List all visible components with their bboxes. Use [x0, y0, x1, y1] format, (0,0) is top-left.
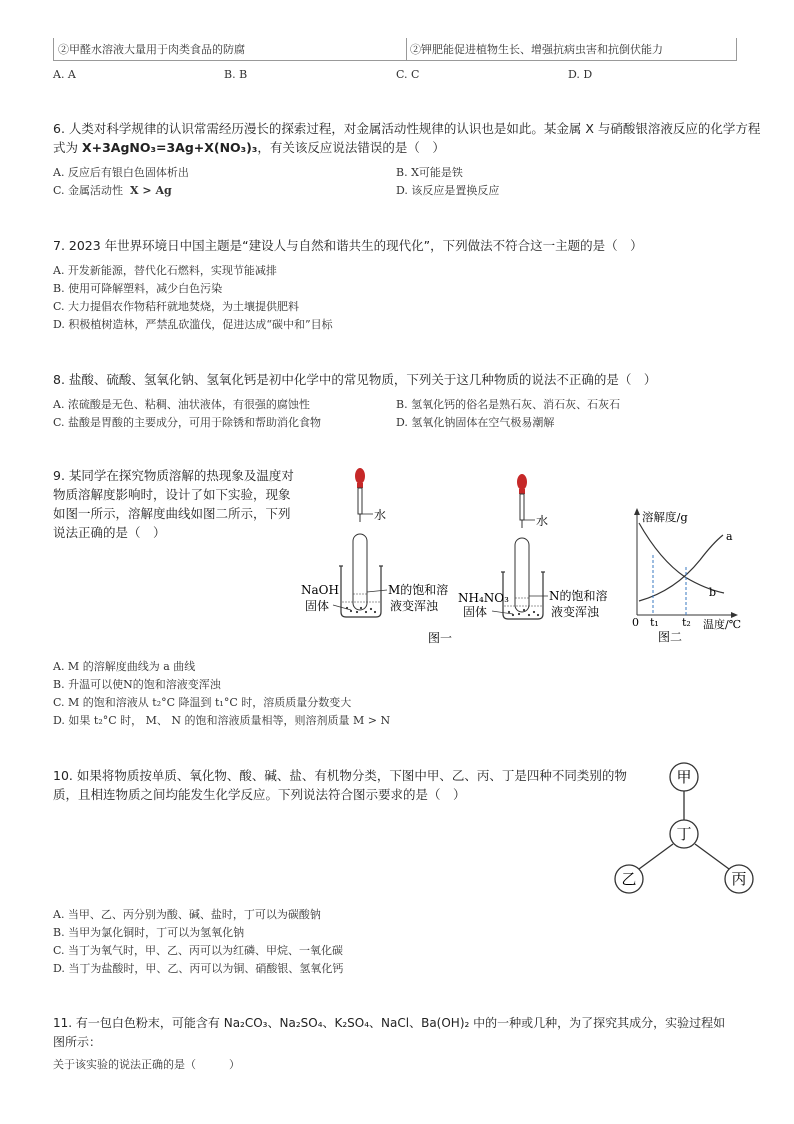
table-left-cell: ②甲醛水溶液大量用于肉类食品的防腐	[58, 43, 245, 56]
q6-option-a: A. 反应后有银白色固体析出	[53, 166, 189, 179]
m-label-l2: 液变浑浊	[390, 599, 439, 613]
node-yi-label: 乙	[621, 870, 637, 888]
q5-option-a: A. A	[53, 68, 76, 81]
q9-stem-line1: 9. 某同学在探究物质溶解的热现象及温度对	[53, 468, 294, 483]
q6-stem-line2	[53, 139, 445, 157]
node-ding-label: 丁	[676, 825, 692, 843]
nh4no3-label-l2: 固体	[463, 605, 488, 619]
q6-option-d: D. 该反应是置换反应	[396, 184, 500, 197]
fig2-xlabel: 温度/℃	[703, 618, 742, 631]
nh4no3-label-l1: NH₄NO₃	[458, 591, 509, 605]
q6-option-c	[53, 184, 172, 198]
n-label-l2: 液变浑浊	[551, 605, 600, 619]
q5-option-b: B. B	[224, 68, 248, 81]
node-jia-label: 甲	[676, 768, 692, 786]
q8-option-a: A. 浓硫酸是无色、粘稠、油状液体，有很强的腐蚀性	[53, 398, 310, 411]
q5-option-c: C. C	[396, 68, 420, 81]
q6-stem-line1: 6. 人类对科学规律的认识常需经历漫长的探索过程，对金属活动性规律的认识也是如此。某金属 X 与硝酸银溶液反应的化学方程	[53, 121, 761, 136]
m-label-l1: M的饱和溶	[388, 583, 449, 597]
q10-stem-line1: 10. 如果将物质按单质、氧化物、酸、碱、盐、有机物分类，下图中甲、乙、丙、丁是四种不同类别的物	[53, 768, 627, 783]
q10-option-d: D. 当丁为盐酸时，甲、乙、丙可以为铜、硝酸银、氢氧化钙	[53, 962, 344, 975]
q7-stem: 7. 2023 年世界环境日中国主题是“建设人与自然和谐共生的现代化”，下列做法不符合这一主题的是（ ）	[53, 238, 643, 253]
q8-option-d: D. 氢氧化钠固体在空气极易潮解	[396, 416, 555, 429]
q7-option-c: C. 大力提倡农作物秸秆就地焚烧，为土壤提供肥料	[53, 300, 300, 313]
q7-option-a: A. 开发新能源，替代化石燃料，实现节能减排	[53, 264, 277, 277]
q9-stem-line4: 说法正确的是（ ）	[53, 525, 166, 540]
q9-option-c: C. M 的饱和溶液从 t₂°C 降温到 t₁°C 时，溶质质量分数变大	[53, 696, 352, 709]
q11-stem-line1: 11. 有一包白色粉末，可能含有 Na₂CO₃、Na₂SO₄、K₂SO₄、NaCl、Ba(OH)₂ 中的一种或几种，为了探究其成分，实验过程如	[53, 1016, 726, 1030]
table-divider	[406, 38, 407, 60]
fig2-origin: 0	[632, 616, 639, 629]
q9-option-b: B. 升温可以使N的饱和溶液变浑浊	[53, 678, 221, 691]
q8-option-b: B. 氢氧化钙的俗名是熟石灰、消石灰、石灰石	[396, 398, 621, 411]
q6-equation: X+3AgNO₃=3Ag+X(NO₃)₃	[81, 140, 258, 155]
naoh-label-l1: NaOH	[301, 583, 339, 597]
test-tube-right	[515, 538, 529, 612]
q5-option-d: D. D	[568, 68, 593, 81]
q6-prefix: 式为	[53, 140, 82, 155]
q11-question: 关于该实验的说法正确的是（ ）	[53, 1058, 240, 1071]
q6-option-c-text: C. 金属活动性	[53, 184, 124, 197]
q9-figure-2	[625, 505, 775, 645]
q10-option-b: B. 当甲为氯化铜时，丁可以为氢氧化钠	[53, 926, 245, 939]
q8-option-c: C. 盐酸是胃酸的主要成分，可用于除锈和帮助消化食物	[53, 416, 322, 429]
curve-b	[639, 523, 724, 593]
test-tube-left	[353, 534, 367, 610]
q9-figure-1	[295, 462, 625, 647]
q10-option-a: A. 当甲、乙、丙分别为酸、碱、盐时，丁可以为碳酸钠	[53, 908, 321, 921]
q6-option-b: B. X可能是铁	[396, 166, 463, 179]
fig2-t1: t₁	[650, 616, 659, 629]
q11-stem-line2: 图所示：	[53, 1035, 102, 1049]
q9-stem-line2: 物质溶解度影响时，设计了如下实验，现象	[53, 487, 291, 502]
table-right-cell: ②钾肥能促进植物生长、增强抗病虫害和抗倒伏能力	[410, 43, 663, 56]
curve-a-label: a	[726, 530, 733, 543]
figure-2-caption: 图二	[658, 630, 683, 644]
fig2-ylabel: 溶解度/g	[642, 510, 688, 524]
q9-stem-line3: 如图一所示，溶解度曲线如图二所示，下列	[53, 506, 291, 521]
q9-option-a: A. M 的溶解度曲线为 a 曲线	[53, 660, 196, 673]
fig2-t2: t₂	[682, 616, 691, 629]
naoh-label-l2: 固体	[305, 599, 330, 613]
q10-diagram	[605, 760, 755, 900]
q7-option-b: B. 使用可降解塑料，减少白色污染	[53, 282, 223, 295]
water-label-left: 水	[374, 508, 387, 522]
q9-option-d: D. 如果 t₂°C 时， M、 N 的饱和溶液质量相等，则溶剂质量 M > N	[53, 714, 391, 727]
q8-stem: 8. 盐酸、硫酸、氢氧化钠、氢氧化钙是初中化学中的常见物质，下列关于这几种物质的说法不正确的是（ ）	[53, 372, 657, 387]
n-label-l1: N的饱和溶	[549, 589, 608, 603]
q7-option-d: D. 积极植树造林，严禁乱砍滥伐，促进达成“碳中和”目标	[53, 318, 333, 331]
water-label-right: 水	[536, 514, 549, 528]
q10-option-c: C. 当丁为氧气时，甲、乙、丙可以为红磷、甲烷、一氧化碳	[53, 944, 344, 957]
top-table-fragment	[53, 38, 737, 61]
curve-b-label: b	[709, 586, 717, 599]
q6-option-c-formula: X > Ag	[130, 184, 172, 197]
q6-suffix: ，有关该反应说法错误的是（ ）	[257, 140, 445, 155]
figure-1-caption: 图一	[428, 631, 453, 645]
node-bing-label: 丙	[731, 870, 747, 888]
q10-stem-line2: 质，且相连物质之间均能发生化学反应。下列说法符合图示要求的是（ ）	[53, 787, 466, 802]
